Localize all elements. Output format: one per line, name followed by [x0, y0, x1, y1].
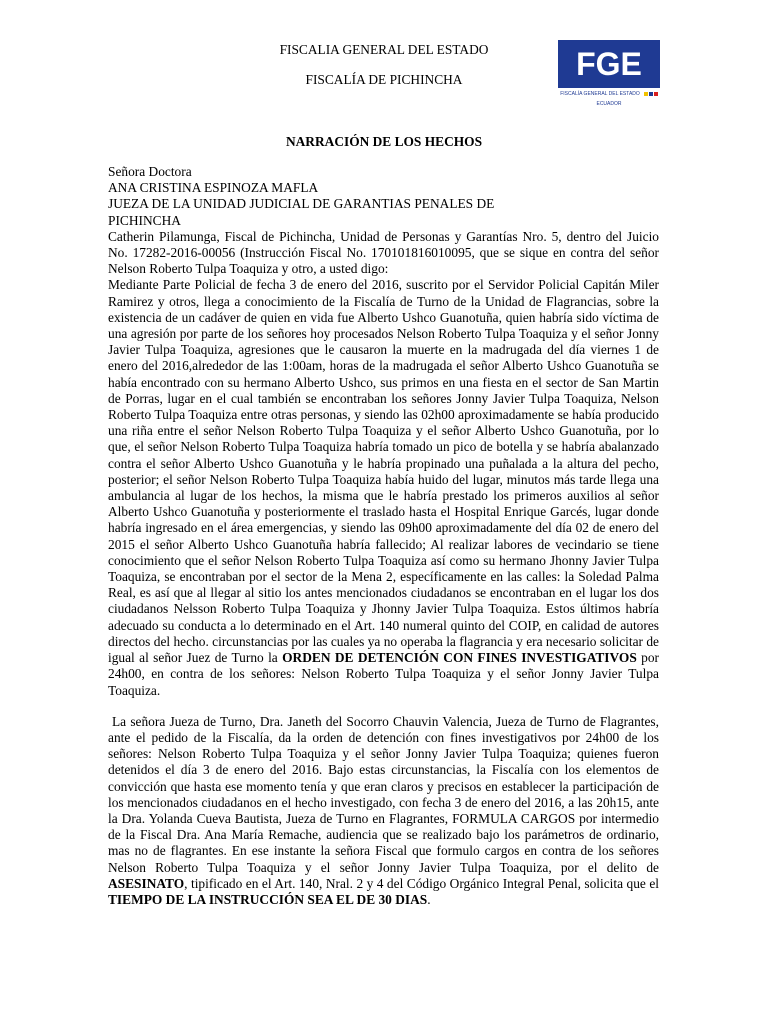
addressee-name: ANA CRISTINA ESPINOZA MAFLA [108, 180, 319, 196]
svg-text:FGE: FGE [576, 46, 642, 82]
document-body [108, 164, 659, 908]
instruction-time-text: TIEMPO DE LA INSTRUCCIÓN SEA EL DE 30 DIAS [108, 891, 428, 907]
paragraph-intro: Catherin Pilamunga, Fiscal de Pichincha, Unidad de Personas y Garantías Nro. 5, dentro del Juicio No. 17282-2016-00056 (Instrucción Fiscal No. 170101816010095, que se sique en contra del señor Nelson Roberto Tulpa Toaquiza y otro, a usted digo: [108, 228, 659, 277]
addressee-role: JUEZA DE LA UNIDAD JUDICIAL DE GARANTIAS PENALES DE PICHINCHA [108, 196, 495, 228]
document-title: NARRACIÓN DE LOS HECHOS [285, 134, 483, 149]
salutation: Señora Doctora [108, 164, 192, 179]
paragraph-facts: Mediante Parte Policial de fecha 3 de enero del 2016, suscrito por el Servidor Policial Capitán Miler Ramirez y otros, llega a conocimiento de la Fiscalía de Turno de la Unidad de Flagrancias, sobre la existencia de un cadáver de quien en vida fue Alberto Ushco Guanotuña, quien habría sido víctima de una agresión por parte de los señores hoy procesados Nelson Roberto Tulpa Toaquiza y el señor Jonny Javier Tulpa Toaquiza, agresiones que le causaron la muerte en la madrugada del día viernes 1 de enero del 2016,alrededor de las 1:00am, horas de la madrugada el señor Alberto Ushco Guanotuña se había encontrado con su hermano Alberto Ushco, sus primos en una fiesta en el sector de San Martin de Porras, lugar en el cual también se encontraban los señores Jonny Javier Tulpa Toaquiza, Nelson Roberto Tulpa Toaquiza entre otras personas, y siendo las 02h00 aproximadamente se había producido una riña entre el señor Nelson Roberto Tulpa Toaquiza y el señor Alberto Ushco Guanotuña, por lo que, el señor Nelson Roberto Tulpa Toaquiza habría tomado un pico de botella y se habría abalanzado contra el señor Alberto Ushco Guanotuña y le habría propinado una puñalada a la altura del pecho, posterior; el señor Nelson Roberto Tulpa Toaquiza había huido del lugar, minutos más tarde llega una ambulancia al lugar de los hechos, la misma que le habría prestado los primeros auxilios al señor Alberto Ushco Guanotuña y posteriormente el traslado hasta el Hospital Enrique Garcés, lugar donde habría ingresado en el área emergencias, y siendo las 09h00 aproximadamente del día 02 de enero del 2015 el señor Alberto Ushco Guanotuña habría fallecido; Al realizar labores de vecindario se tiene conocimiento que el señor Nelson Roberto Tulpa Toaquiza así como su hermano Jhonny Javier Tulpa Toaquiza, se encontraban por el sector de la Mena 2, específicamente en las calles: la Soledad Palma Real, es así que al llegar al sitio los antes mencionados ciudadanos se encontraban en el lugar los dos ciudadanos Nelsson Roberto Tulpa Toaquiza y Jhonny Javier Tulpa Toaquiza. Estos últimos habría adecuado su conducta a lo determinado en el Art. 140 numeral quinto del COIP, en calidad de autores directos del hecho. circunstancias por las cuales ya no operaba la flagrancia y era necesario solicitar de igual al señor Juez de Turno la ORDEN DE DETENCIÓN CON FINES INVESTIGATIVOS por 24h00, en contra de los señores: Nelson Roberto Tulpa Toaquiza y el señor Jonny Javier Tulpa Toaquiza. [108, 277, 660, 698]
detention-order-text: ORDEN DE DETENCIÓN CON FINES INVESTIGATIVOS [282, 650, 637, 666]
header-office: FISCALÍA DE PICHINCHA [305, 72, 463, 87]
svg-text:FISCALÍA GENERAL DEL ESTADO: FISCALÍA GENERAL DEL ESTADO [560, 91, 640, 97]
paragraph-charges: La señora Jueza de Turno, Dra. Janeth del Socorro Chauvin Valencia, Jueza de Turno de Flagrantes, ante el pedido de la Fiscalía, da la orden de detención con fines investigativos por 24h00 de los señores: Nelson Roberto Tulpa Toaquiza y el señor Jonny Javier Tulpa Toaquiza; quienes fueron detenidos el día 3 de enero del 2016. Bajo estas circunstancias, la Fiscalía con los elementos de convicción que hasta ese momento tenía y que eran claros y precisos en establecer la participación de los mencionados ciudadanos en el hecho investigado, con fecha 3 de enero del 2016, a las 20h15, ante la Dra. Yolanda Cueva Bautista, Jueza de Turno en Flagrantes, FORMULA CARGOS por intermedio de la Fiscal Dra. Ana María Remache, audiencia que se realizado bajo los parámetros de ordinario, mas no de flagrantes. En ese instante la señora Fiscal que formulo cargos en contra de los señores Nelson Roberto Tulpa Toaquiza y el señor Jonny Javier Tulpa Toaquiza, por el delito de ASESINATO, tipificado en el Art. 140, Nral. 2 y 4 del Código Orgánico Integral Penal, solicita que el TIEMPO DE LA INSTRUCCIÓN SEA EL DE 30 DIAS. [108, 713, 659, 907]
crime-text: ASESINATO [108, 875, 185, 891]
svg-text:ECUADOR: ECUADOR [596, 101, 622, 107]
fge-logo [558, 40, 660, 108]
header-institution: FISCALIA GENERAL DEL ESTADO [279, 42, 489, 57]
